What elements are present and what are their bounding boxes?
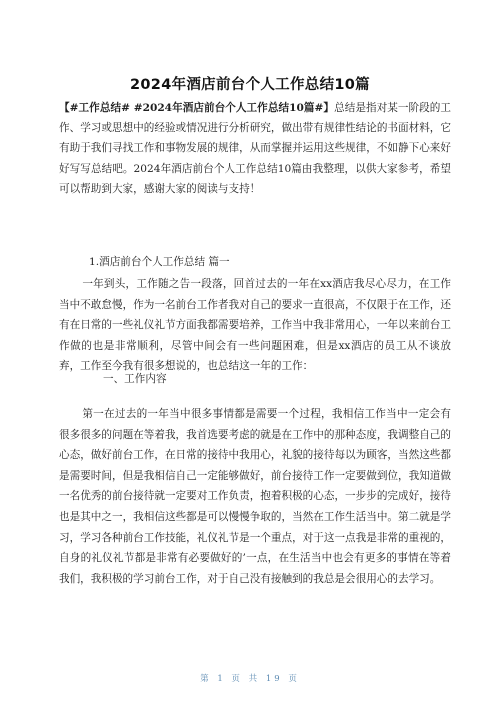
document-title: 2024年酒店前台个人工作总结10篇 — [130, 77, 370, 93]
page-footer: 第 1 页 共 19 页 — [200, 674, 300, 684]
body-paragraph-2: 第一在过去的一年当中很多事情都是需要一个过程，我相信工作当中一定会有很多很多的问题在等着我，我首选要考虑的就是在工作中的那种态度，我调整自己的心态，做好前台工作，在日常的接待中我用心，礼貌的接待每以为顾客，当然这些都是需要时间，但是我相信自己一定能够做好，前台接待工作一定要做到位，我知道做一名优秀的前台接待就一定要对工作负责，抱着积极的心态，一步步的完成好，接待也是其中之一，我相信这些都是可以慢慢争取的，当然在工作生活当中。第二就是学习，学习各种前台工作技能，礼仪礼节是一个重点，对于这一点我是非常的重视的，自身的礼仪礼节都是非常有必要做好的’一点，在生活当中也会有更多的事情在等着我们，我积极的学习前台工作，对于自己没有接触到的我总是会很用心的去学习。 — [59, 408, 451, 585]
sub-heading: 一、工作内容 — [103, 373, 167, 385]
intro-paragraph — [59, 98, 451, 199]
intro-tag: 【#工作总结# #2024年酒店前台个人工作总结10篇#】 — [59, 102, 335, 114]
body-paragraph-1: 一年到头，工作随之告一段落，回首过去的一年在xx酒店我尽心尽力，在工作当中不敢怠慢，作为一名前台工作者我对自己的要求一直很高，不仅限于在工作，还有在日常的一些礼仪礼节方面我都需要培养，工作当中我非常用心，一年以来前台工作做的也是非常顺利，尽管中间会有一些问题困难，但是xx酒店的员工从不谈放弃，工作至今我有很多想说的，也总结这一年的工作： — [59, 278, 451, 373]
section-heading: 1.酒店前台个人工作总结 篇一 — [89, 256, 230, 268]
intro-text: 总结是指对某一阶段的工作、学习或思想中的经验或情况进行分析研究，做出带有规律性结论的书面材料，它有助于我们寻找工作和事物发展的规律，从而掌握并运用这些规律，不如静下心来好好写写总结吧。2024年酒店前台个人工作总结10篇由我整理，以供大家参考，希望可以帮助到大家，感谢大家的阅读与支持！ — [59, 102, 452, 195]
